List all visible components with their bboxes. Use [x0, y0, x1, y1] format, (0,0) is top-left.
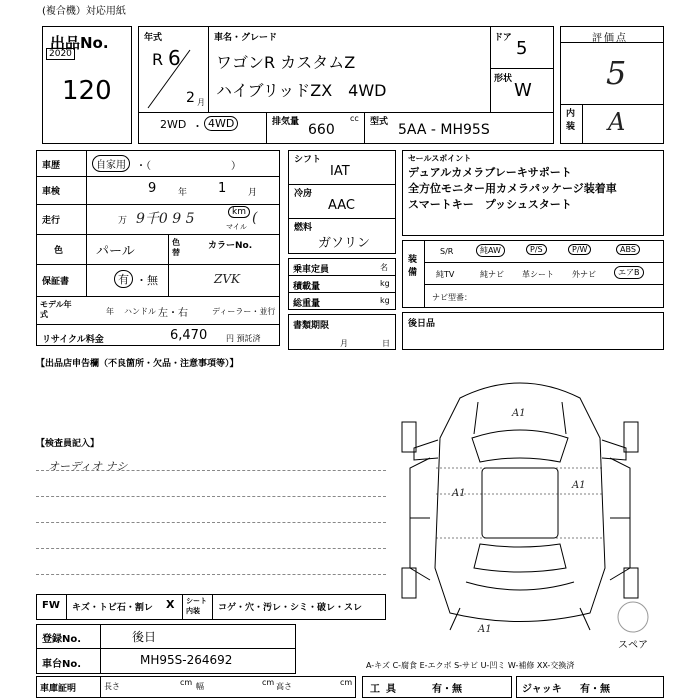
mark-right: A1 — [572, 480, 586, 491]
recycle-label: リサイクル料金 — [42, 335, 104, 345]
fw-x: X — [166, 598, 175, 611]
sales-line-3: スマートキー プッシュスタート — [408, 198, 572, 211]
chassis-value: MH95S-264692 — [140, 653, 233, 667]
fuel: ガソリン — [318, 236, 371, 251]
recycle-unit: 円 預託済 — [226, 334, 261, 343]
year-era: R — [152, 50, 164, 69]
history-value: 自家用 — [92, 155, 130, 172]
name-label: 車名・グレード — [214, 33, 278, 43]
fuel-label: 燃料 — [294, 223, 313, 233]
doc-month: 月 — [340, 339, 348, 348]
equip-pw: P/W — [568, 244, 591, 255]
cm-1: cm — [180, 678, 193, 687]
top-note: (複合機）対応用紙 — [42, 6, 126, 17]
door-label: ドア — [494, 33, 512, 43]
mark-hood: A1 — [512, 408, 526, 419]
warranty-label: 保証書 — [42, 277, 70, 287]
year-unit: 年 — [106, 307, 114, 316]
height-label: 高さ — [276, 682, 292, 691]
sales-line-1: デュアルカメラブレーキサポート — [408, 166, 572, 179]
model: 5AA - MH95S — [398, 122, 490, 138]
color-label: 色 — [54, 246, 64, 256]
insp-year-unit: 年 — [178, 188, 188, 198]
mileage-label: 走行 — [42, 216, 61, 226]
equip-leather: 革シート — [522, 270, 554, 279]
handle-label: ハンドル — [124, 307, 156, 316]
name-line1: ワゴンR カスタムZ — [216, 53, 356, 72]
lot-label: 出品No. — [50, 34, 109, 52]
month-unit: 月 — [197, 98, 205, 107]
equip-airbag: エアB — [614, 266, 644, 279]
doc-label: 書類期限 — [293, 321, 330, 331]
warranty-no: ・無 — [136, 274, 158, 287]
rear-label: 後日品 — [408, 319, 436, 329]
weight-label: 総重量 — [293, 299, 321, 309]
interior-label: 内装 — [566, 109, 576, 132]
spare-tire-icon — [616, 600, 650, 634]
history-rest: ・（ ） — [136, 161, 241, 172]
equip-abs: ABS — [616, 244, 640, 255]
color-change-label: 色替 — [172, 238, 180, 257]
year-num: 6 — [168, 46, 181, 70]
capacity-unit: 名 — [380, 263, 388, 272]
tools-label: 工具 — [370, 684, 402, 695]
mark-rear: A1 — [478, 624, 492, 635]
model-label: 型式 — [370, 117, 389, 127]
cc-unit: cc — [350, 114, 359, 123]
displacement-label: 排気量 — [272, 117, 300, 127]
inspection-label: 車検 — [42, 187, 61, 197]
color-code: ZVK — [214, 272, 240, 286]
navi-label: ナビ型番： — [432, 293, 472, 302]
mark-left: A1 — [452, 488, 466, 499]
equip-navi: 純ナビ — [480, 270, 504, 279]
handle-value: 左・右 — [158, 308, 188, 319]
name-line2: ハイブリッドZX 4WD — [216, 81, 387, 100]
fw-text: キズ・トビ石・割レ — [72, 603, 153, 613]
equipment-label: 装備 — [408, 255, 418, 278]
month: 2 — [186, 90, 195, 106]
seller-label: 【出品店申告欄（不良箇所・欠品・注意事項等）】 — [36, 359, 239, 369]
mile-label: マイル — [226, 223, 247, 231]
chassis-label: 車台No. — [42, 659, 82, 670]
shape-label: 形状 — [494, 74, 513, 84]
equip-sr: S/R — [440, 247, 454, 256]
seat-text: コゲ・穴・汚レ・シミ・破レ・スレ — [218, 603, 363, 613]
weight-unit: kg — [380, 296, 390, 305]
cm-2: cm — [262, 678, 275, 687]
width-label: 幅 — [196, 682, 204, 691]
interior-grade: A — [608, 108, 626, 136]
warranty-yes: 有 — [114, 270, 133, 288]
shape: W — [514, 80, 532, 101]
reg-value: 後日 — [132, 630, 157, 644]
inspector-label: 【検査員記入】 — [36, 439, 100, 449]
jack-value: 有・無 — [580, 684, 610, 695]
capacity-label: 乗車定員 — [293, 265, 330, 275]
length-label: 長さ — [104, 682, 120, 691]
drive-2wd: 2WD — [160, 118, 187, 131]
history-label: 車歴 — [42, 161, 61, 171]
legend: A-キズ C-腐食 E-エクボ S-サビ U-凹ミ W-補修 XX-交換済 — [366, 661, 575, 670]
insp-month: 1 — [218, 181, 227, 196]
shift-label: シフト — [294, 155, 322, 165]
displacement: 660 — [308, 122, 335, 138]
equip-ps: P/S — [526, 244, 547, 255]
spare-label: スペア — [618, 640, 648, 651]
grade-score: 5 — [606, 54, 627, 92]
tools-value: 有・無 — [432, 684, 462, 695]
stamp: 2020 — [46, 48, 75, 60]
equip-aw: 純AW — [476, 244, 505, 257]
lot-number: 120 — [62, 76, 112, 106]
cm-3: cm — [340, 678, 353, 687]
insp-year: 9 — [148, 181, 157, 196]
recycle-value: 6,470 — [170, 328, 208, 343]
rear-box — [402, 312, 664, 350]
fw-label: FW — [42, 600, 60, 611]
jack-label: ジャッキ — [522, 684, 562, 695]
ac: AAC — [328, 198, 355, 213]
inspector-note: オーディオ ナシ — [48, 460, 128, 473]
km-label: km — [228, 206, 250, 218]
insp-month-unit: 月 — [248, 188, 258, 198]
sales-line-2: 全方位モニター用カメラパッケージ装着車 — [408, 182, 617, 195]
mileage-value: 9千0 9 5 — [136, 211, 195, 227]
load-unit: kg — [380, 279, 390, 288]
equip-tv: 純TV — [436, 270, 455, 279]
color-no-label: カラーNo. — [208, 241, 253, 251]
mileage-man: 万 — [118, 216, 128, 226]
reg-label: 登録No. — [42, 634, 82, 645]
shift: IAT — [330, 164, 350, 179]
color: パール — [96, 244, 135, 259]
ac-label: 冷房 — [294, 189, 313, 199]
seat-label: シート内装 — [186, 597, 207, 615]
dealer-label: ディーラー・並行 — [212, 307, 276, 316]
year-label: 年式 — [144, 33, 163, 43]
drive-4wd: 4WD — [204, 116, 238, 131]
grade-label: 評価点 — [592, 33, 628, 44]
load-label: 積載量 — [293, 282, 321, 292]
equip-ext-navi: 外ナビ — [572, 270, 596, 279]
cert-label: 車庫証明 — [40, 684, 77, 694]
sales-label: セールスポイント — [408, 154, 472, 163]
doors: 5 — [516, 38, 528, 59]
model-year-label: モデル年式 — [40, 300, 72, 319]
doc-day: 日 — [382, 339, 390, 348]
